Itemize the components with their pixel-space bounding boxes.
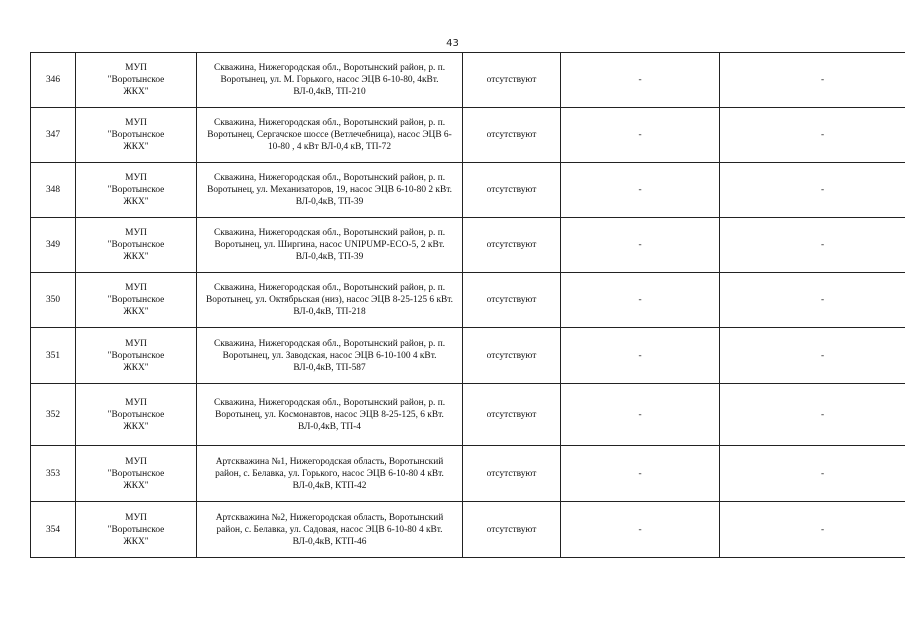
organization-name: МУП "Воротынское ЖКХ" <box>107 397 165 432</box>
status-value: отсутствуют <box>486 409 537 420</box>
row-number: 349 <box>45 240 61 250</box>
column-b-value: - <box>820 130 825 140</box>
table-row <box>31 446 905 502</box>
row-number: 346 <box>45 75 61 85</box>
page-number: 43 <box>446 38 459 49</box>
table-row <box>31 328 905 384</box>
table-row <box>31 218 905 273</box>
column-a-value: - <box>638 468 642 479</box>
column-a-cell <box>561 53 720 108</box>
column-a-value: - <box>638 350 642 361</box>
column-a-cell <box>561 108 720 163</box>
organization-cell <box>76 328 197 384</box>
row-number-cell <box>31 384 76 446</box>
row-number-cell <box>31 108 76 163</box>
organization-name: МУП "Воротынское ЖКХ" <box>107 118 165 152</box>
organization-cell <box>76 446 197 502</box>
organization-name: МУП "Воротынское ЖКХ" <box>107 456 165 491</box>
column-b-value: - <box>820 524 825 535</box>
organization-name: МУП "Воротынское ЖКХ" <box>107 173 165 207</box>
column-b-cell <box>720 328 905 384</box>
organization-name: МУП "Воротынское ЖКХ" <box>107 338 165 373</box>
column-b-cell <box>720 163 905 218</box>
column-a-value: - <box>638 409 642 420</box>
column-b-value: - <box>820 75 825 85</box>
status-cell <box>463 163 561 218</box>
table-row <box>31 108 905 163</box>
column-a-value: - <box>638 185 642 195</box>
column-b-value: - <box>820 295 825 305</box>
row-number: 354 <box>45 524 61 535</box>
column-b-cell <box>720 218 905 273</box>
column-b-cell <box>720 108 905 163</box>
organization-cell <box>76 502 197 558</box>
organization-cell <box>76 53 197 108</box>
organization-cell <box>76 163 197 218</box>
table-row <box>31 53 905 108</box>
row-number-cell <box>31 446 76 502</box>
status-cell <box>463 53 561 108</box>
column-a-value: - <box>638 524 642 535</box>
status-value: отсутствуют <box>486 185 537 195</box>
registry-table-body <box>31 53 905 558</box>
column-a-cell <box>561 384 720 446</box>
column-a-value: - <box>638 75 642 85</box>
status-cell <box>463 446 561 502</box>
status-value: отсутствуют <box>486 130 537 140</box>
object-description: Артскважина №1, Нижегородская область, Воротынский район, с. Белавка, ул. Горького, насос ЭЦВ 6-10-80 4 кВт. ВЛ-0,4кВ, КТП-42 <box>215 456 444 491</box>
column-b-cell <box>720 384 905 446</box>
object-description: Скважина, Нижегородская обл., Воротынский район, р. п. Воротынец, Сергачское шоссе (Ветлечебница), насос ЭЦВ 6-10-80 , 4 кВт ВЛ-0,4 кВ, ТП-72 <box>207 118 452 152</box>
row-number-cell <box>31 218 76 273</box>
object-description: Скважина, Нижегородская обл., Воротынский район, р. п. Воротынец, ул. М. Горького, насос ЭЦВ 6-10-80, 4кВт. ВЛ-0,4кВ, ТП-210 <box>213 63 446 97</box>
row-number-cell <box>31 53 76 108</box>
column-b-value: - <box>820 468 825 479</box>
column-b-cell <box>720 502 905 558</box>
row-number: 351 <box>45 350 61 361</box>
row-number: 353 <box>45 468 61 479</box>
table-row <box>31 163 905 218</box>
row-number: 350 <box>45 295 61 305</box>
object-description: Скважина, Нижегородская обл., Воротынский район, р. п. Воротынец, ул. Октябрьская (низ), насос ЭЦВ 8-25-125 6 кВт. ВЛ-0,4кВ, ТП-218 <box>206 283 453 317</box>
row-number-cell <box>31 502 76 558</box>
object-description: Скважина, Нижегородская обл., Воротынский район, р. п. Воротынец, ул. Заводская, насос ЭЦВ 6-10-100 4 кВт. ВЛ-0,4кВ, ТП-587 <box>213 338 446 373</box>
column-a-cell <box>561 328 720 384</box>
object-description-cell <box>197 163 463 218</box>
status-value: отсутствуют <box>486 350 537 361</box>
object-description-cell <box>197 328 463 384</box>
object-description-cell <box>197 502 463 558</box>
status-cell <box>463 384 561 446</box>
object-description-cell <box>197 53 463 108</box>
column-b-value: - <box>820 409 825 420</box>
status-cell <box>463 273 561 328</box>
organization-name: МУП "Воротынское ЖКХ" <box>107 512 165 547</box>
organization-name: МУП "Воротынское ЖКХ" <box>107 228 165 262</box>
object-description-cell <box>197 108 463 163</box>
column-a-cell <box>561 446 720 502</box>
object-description-cell <box>197 446 463 502</box>
registry-table <box>30 52 905 558</box>
row-number-cell <box>31 163 76 218</box>
table-row <box>31 502 905 558</box>
column-a-value: - <box>638 295 642 305</box>
column-a-cell <box>561 163 720 218</box>
column-b-cell <box>720 53 905 108</box>
status-cell <box>463 108 561 163</box>
status-value: отсутствуют <box>486 75 537 85</box>
organization-cell <box>76 384 197 446</box>
status-cell <box>463 218 561 273</box>
row-number: 348 <box>45 185 61 195</box>
column-b-cell <box>720 273 905 328</box>
organization-cell <box>76 108 197 163</box>
organization-cell <box>76 218 197 273</box>
organization-cell <box>76 273 197 328</box>
row-number: 352 <box>45 409 61 420</box>
object-description-cell <box>197 273 463 328</box>
column-b-cell <box>720 446 905 502</box>
object-description: Скважина, Нижегородская обл., Воротынский район, р. п. Воротынец, ул. Механизаторов, 19, насос ЭЦВ 6-10-80 2 кВт. ВЛ-0,4кВ, ТП-39 <box>207 173 452 207</box>
organization-name: МУП "Воротынское ЖКХ" <box>107 63 165 97</box>
column-a-value: - <box>638 130 642 140</box>
status-cell <box>463 328 561 384</box>
object-description-cell <box>197 384 463 446</box>
status-value: отсутствуют <box>486 524 537 535</box>
object-description-cell <box>197 218 463 273</box>
column-a-value: - <box>638 240 642 250</box>
status-value: отсутствуют <box>486 468 537 479</box>
row-number-cell <box>31 328 76 384</box>
column-b-value: - <box>820 185 825 195</box>
row-number-cell <box>31 273 76 328</box>
table-row <box>31 384 905 446</box>
column-b-value: - <box>820 350 825 361</box>
row-number: 347 <box>45 130 61 140</box>
table-row <box>31 273 905 328</box>
column-a-cell <box>561 273 720 328</box>
object-description: Скважина, Нижегородская обл., Воротынский район, р. п. Воротынец, ул. Космонавтов, насос ЭЦВ 8-25-125, 6 кВт. ВЛ-0,4кВ, ТП-4 <box>213 397 446 432</box>
column-a-cell <box>561 502 720 558</box>
column-b-value: - <box>820 240 825 250</box>
organization-name: МУП "Воротынское ЖКХ" <box>107 283 165 317</box>
status-value: отсутствуют <box>486 240 537 250</box>
object-description: Скважина, Нижегородская обл., Воротынский район, р. п. Воротынец, ул. Ширгина, насос UNIPUMP-ECO-5, 2 кВт. ВЛ-0,4кВ, ТП-39 <box>213 228 446 262</box>
object-description: Артскважина №2, Нижегородская область, Воротынский район, с. Белавка, ул. Садовая, насос ЭЦВ 6-10-80 4 кВт. ВЛ-0,4кВ, КТП-46 <box>215 512 444 547</box>
status-cell <box>463 502 561 558</box>
status-value: отсутствуют <box>486 295 537 305</box>
column-a-cell <box>561 218 720 273</box>
